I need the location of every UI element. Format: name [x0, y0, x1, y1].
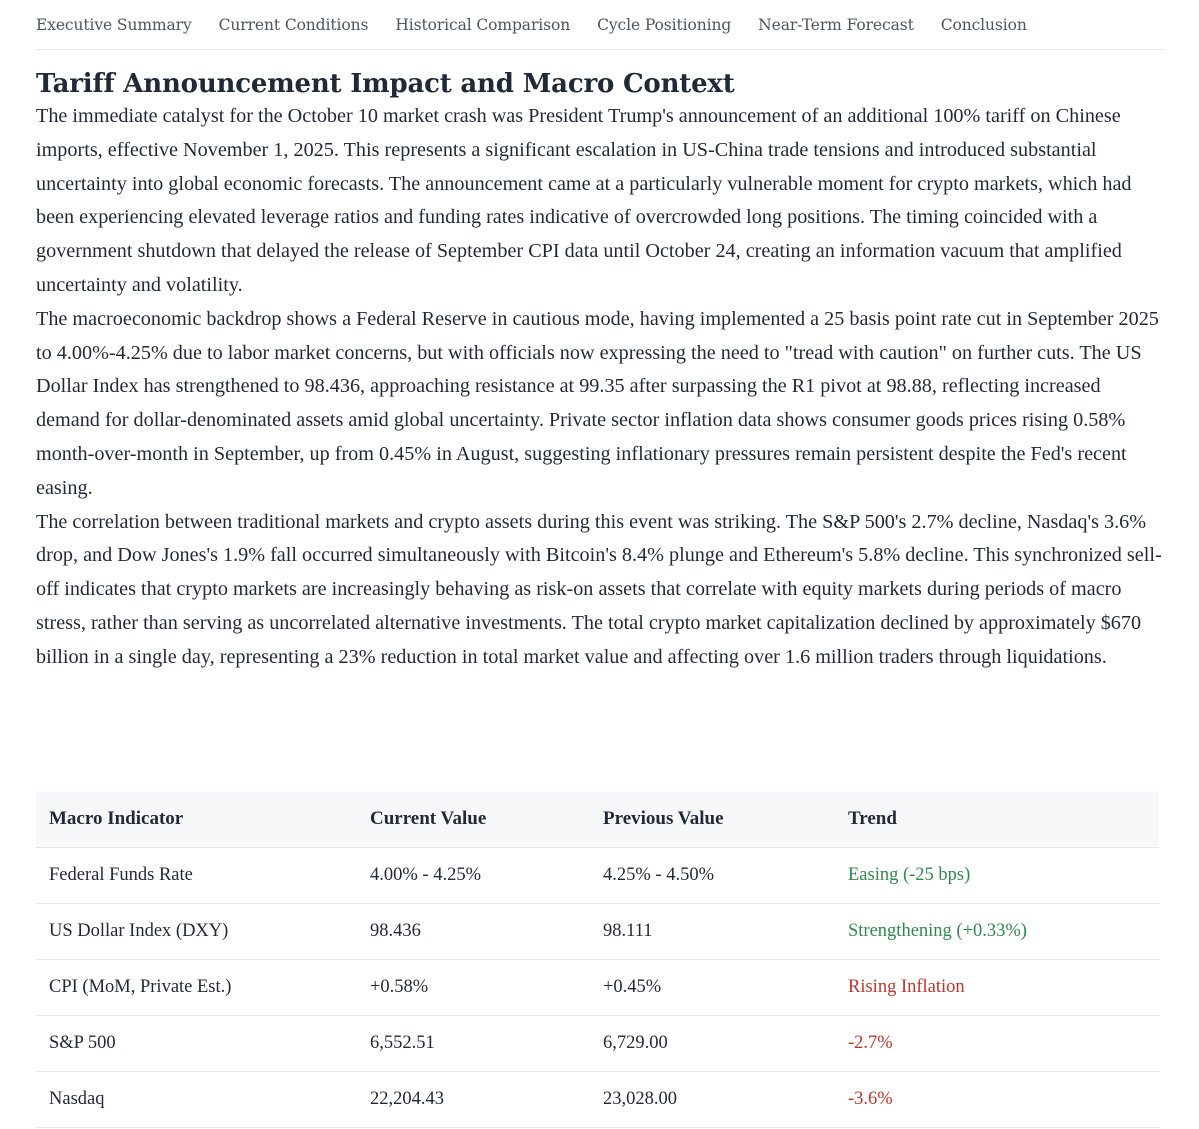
cell-trend: Rising Inflation — [835, 960, 1159, 1016]
table-header-row — [36, 791, 1159, 848]
nav-link-current-conditions[interactable]: Current Conditions — [218, 15, 369, 34]
cell-previous-value: +0.45% — [590, 960, 835, 1016]
cell-trend: -2.7% — [835, 1016, 1159, 1072]
cell-current-value: 4.00% - 4.25% — [357, 848, 590, 904]
macro-indicator-table — [36, 791, 1159, 1128]
cell-current-value: 6,552.51 — [357, 1016, 590, 1072]
cell-current-value: +0.58% — [357, 960, 590, 1016]
cell-indicator: Federal Funds Rate — [36, 848, 357, 904]
nav-link-near-term-forecast[interactable]: Near-Term Forecast — [758, 15, 914, 34]
cell-previous-value: 6,729.00 — [590, 1016, 835, 1072]
paragraph-tariff-catalyst: The immediate catalyst for the October 10 market crash was President Trump's announcement of an additional 100% tariff on Chinese imports, effective November 1, 2025. This represents a significant escalation in US-China trade tensions and introduced substantial uncertainty into global economic forecasts. The announcement came at a particularly vulnerable moment for crypto markets, which had been experiencing elevated leverage ratios and funding rates indicative of overcrowded long positions. The timing coincided with a government shutdown that delayed the release of September CPI data until October 24, creating an information vacuum that amplified uncertainty and volatility. — [36, 105, 1132, 296]
table-row — [36, 1016, 1159, 1072]
cell-indicator: S&P 500 — [36, 1016, 357, 1072]
header-trend: Trend — [835, 791, 1159, 848]
paragraph-macro-backdrop: The macroeconomic backdrop shows a Federal Reserve in cautious mode, having implemented a 25 basis point rate cut in September 2025 to 4.00%-4.25% due to labor market concerns, but with officials now expressing the need to "tread with caution" on further cuts. The US Dollar Index has strengthened to 98.436, approaching resistance at 99.35 after surpassing the R1 pivot at 98.88, reflecting increased demand for dollar-denominated assets amid global uncertainty. Private sector inflation data shows consumer goods prices rising 0.58% month-over-month in September, up from 0.45% in August, suggesting inflationary pressures remain persistent despite the Fed's recent easing. — [36, 307, 1159, 499]
header-current-value: Current Value — [357, 791, 590, 848]
table-row — [36, 848, 1159, 904]
header-macro-indicator: Macro Indicator — [36, 791, 357, 848]
section-nav — [36, 0, 1163, 50]
cell-indicator: Nasdaq — [36, 1072, 357, 1128]
nav-link-historical-comparison[interactable]: Historical Comparison — [395, 15, 571, 34]
nav-link-cycle-positioning[interactable]: Cycle Positioning — [597, 15, 732, 34]
table-row — [36, 904, 1159, 960]
cell-current-value: 98.436 — [357, 904, 590, 960]
table-row — [36, 960, 1159, 1016]
nav-link-executive-summary[interactable]: Executive Summary — [36, 15, 192, 34]
table-row — [36, 1072, 1159, 1128]
section-title: Tariff Announcement Impact and Macro Context — [36, 69, 735, 99]
cell-indicator: CPI (MoM, Private Est.) — [36, 960, 357, 1016]
cell-previous-value: 4.25% - 4.50% — [590, 848, 835, 904]
cell-previous-value: 98.111 — [590, 904, 835, 960]
cell-previous-value: 23,028.00 — [590, 1072, 835, 1128]
paragraph-market-correlation: The correlation between traditional markets and crypto assets during this event was striking. The S&P 500's 2.7% decline, Nasdaq's 3.6% drop, and Dow Jones's 1.9% fall occurred simultaneously with Bitcoin's 8.4% plunge and Ethereum's 5.8% decline. This synchronized sell-off indicates that crypto markets are increasingly behaving as risk-on assets that correlate with equity markets during periods of macro stress, rather than serving as uncorrelated alternative investments. The total crypto market capitalization declined by approximately $670 billion in a single day, representing a 23% reduction in total market value and affecting over 1.6 million traders through liquidations. — [36, 510, 1162, 668]
header-previous-value: Previous Value — [590, 791, 835, 848]
cell-trend: -3.6% — [835, 1072, 1159, 1128]
cell-indicator: US Dollar Index (DXY) — [36, 904, 357, 960]
cell-trend: Easing (-25 bps) — [835, 848, 1159, 904]
cell-current-value: 22,204.43 — [357, 1072, 590, 1128]
nav-link-conclusion[interactable]: Conclusion — [940, 15, 1027, 34]
cell-trend: Strengthening (+0.33%) — [835, 904, 1159, 960]
